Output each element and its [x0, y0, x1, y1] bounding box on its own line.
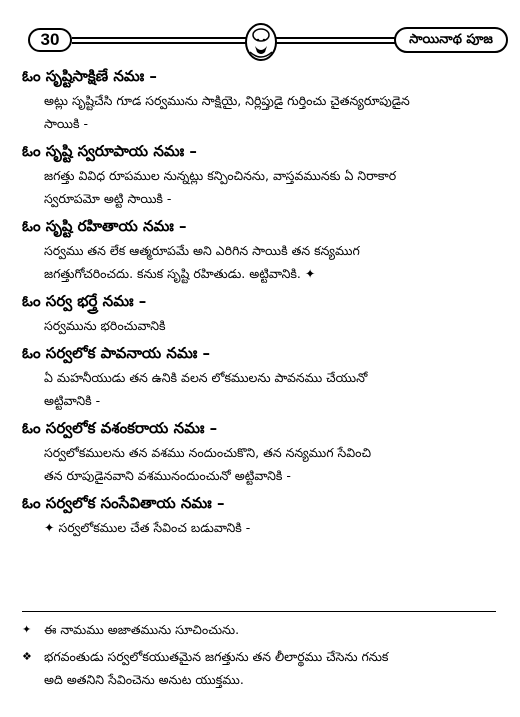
mantra-entry: [22, 138, 490, 210]
mantra-entry: [22, 213, 490, 285]
mantra-meaning: [22, 366, 490, 412]
footnote-line: భగవంతుడు సర్వలోకయుతమైన జగత్తును తన లీలార్థము చేసెను గనుక: [44, 649, 389, 664]
mantra-heading: ఓం సృష్టి స్వరూపాయ నమః –: [22, 142, 197, 160]
header-rule: [72, 42, 396, 44]
mantra-heading: ఓం సర్వలోక వశంకరాయ నమః –: [22, 419, 218, 437]
meaning-line: అట్లు సృష్టిచేసి గూడ సర్వమును సాక్షియై, నిర్లిప్తుడై గుర్తించు చైతన్యరూపుడైన: [44, 93, 410, 108]
mantra-meaning: [22, 441, 490, 487]
footnote: [22, 618, 496, 641]
meaning-line: జగత్తు వివిధ రూపముల నున్నట్లు కన్పించినను, వాస్తవమునకు ఏ నిరాకార: [44, 168, 397, 183]
meaning-line: స్వరూపమో అట్టి సాయికి -: [44, 191, 172, 206]
footnote-line: ఈ నామము అజాతమును సూచించును.: [44, 622, 240, 637]
page-content: [22, 60, 490, 539]
mantra-entry: [22, 63, 490, 135]
meaning-line: సర్వలోకములను తన వశము నందుంచుకొని, తన నన్యముగ సేవించి: [44, 445, 372, 460]
mantra-heading: ఓం సర్వలోక సంసేవితాయ నమః –: [22, 494, 225, 512]
footnote-divider: [22, 611, 496, 612]
sai-baba-emblem-icon: [244, 22, 278, 62]
meaning-line: ✦ సర్వలోకముల చేత సేవించ బడువానికి -: [44, 520, 251, 535]
mantra-meaning: [22, 89, 490, 135]
mantra-heading: ఓం సర్వ భర్త్రే నమః –: [22, 292, 147, 310]
header-rule: [72, 37, 396, 39]
meaning-line: సర్వము తన లేక ఆత్మరూపమే అని ఎరిగిన సాయికి తన కన్యముగ: [44, 243, 360, 258]
footnotes: [22, 618, 496, 695]
footnote: [22, 645, 496, 691]
meaning-line: తన రూపుడైనవాని వశమునందుంచునో అట్టివానికి -: [44, 468, 291, 483]
meaning-line: సాయికి -: [44, 116, 88, 131]
mantra-entry: [22, 490, 490, 539]
mantra-meaning: [22, 239, 490, 285]
mantra-heading: ఓం సర్వలోక పావనాయ నమః –: [22, 344, 210, 362]
mantra-heading: ఓం సృష్టిసాక్షిణే నమః –: [22, 67, 157, 85]
footnote-star-icon: ✦: [22, 623, 32, 636]
page-header: [14, 22, 508, 64]
page-number: 30: [28, 28, 72, 52]
meaning-line: అట్టివానికి -: [44, 393, 101, 408]
meaning-line: సర్వమును భరించువానికి: [44, 318, 166, 333]
meaning-line: ఏ మహనీయుడు తన ఉనికి వలన లోకములను పావనము చేయునో: [44, 370, 368, 385]
mantra-heading: ఓం సృష్టి రహితాయ నమః –: [22, 217, 187, 235]
mantra-meaning: [22, 164, 490, 210]
mantra-entry: [22, 288, 490, 337]
mantra-meaning: [22, 314, 490, 337]
running-title: సాయినాథ పూజ: [394, 27, 508, 53]
footnote-diamond-icon: ❖: [22, 650, 32, 663]
footnote-line: అది అతనిని సేవించెను అనుట యుక్తము.: [44, 672, 244, 687]
mantra-entry: [22, 415, 490, 487]
mantra-entry: [22, 340, 490, 412]
mantra-meaning: [22, 516, 490, 539]
meaning-line: జగత్తుగోచరించదు. కనుక సృష్టి రహితుడు. అట్టివానికి. ✦: [44, 266, 316, 281]
